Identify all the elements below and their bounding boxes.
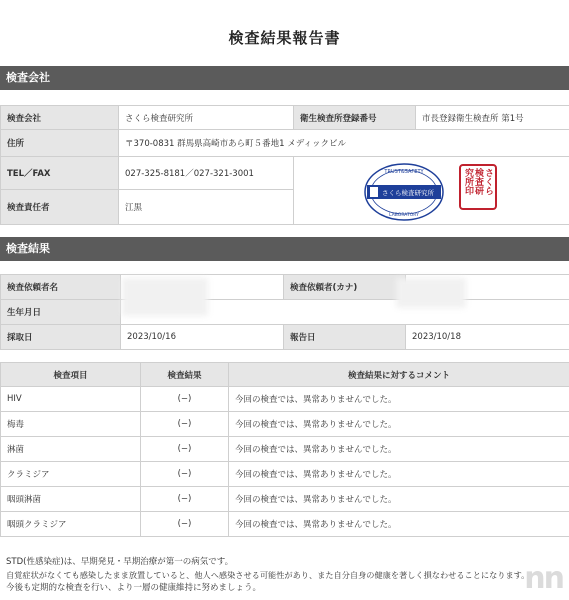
table-row <box>1 412 569 437</box>
stamp-col-1: さくら <box>483 168 493 195</box>
test-result: (−) <box>141 412 229 437</box>
red-stamp <box>459 164 497 210</box>
svg-text:LABORATORY: LABORATORY <box>389 213 419 218</box>
company-value: さくら検査研究所 <box>119 106 294 130</box>
reported-value: 2023/10/18 <box>406 325 569 350</box>
collected-value: 2023/10/16 <box>121 325 284 350</box>
name-label: 検査依頼者名 <box>1 275 121 300</box>
test-item: 咽頭淋菌 <box>1 487 141 512</box>
table-row <box>1 387 569 412</box>
stamp-col-2: 検査研 <box>473 168 483 195</box>
test-result: (−) <box>141 512 229 537</box>
svg-text:TRUST&SAFETY: TRUST&SAFETY <box>384 169 424 175</box>
results-table <box>0 362 569 537</box>
table-row <box>1 487 569 512</box>
test-comment: 今回の検査では、異常ありませんでした。 <box>229 487 569 512</box>
lab-seal-logo <box>363 162 445 222</box>
test-comment: 今回の検査では、異常ありませんでした。 <box>229 437 569 462</box>
test-comment: 今回の検査では、異常ありませんでした。 <box>229 462 569 487</box>
notes <box>6 556 566 595</box>
svg-text:さくら検査研究所: さくら検査研究所 <box>382 189 434 197</box>
reported-label: 報告日 <box>284 325 406 350</box>
telfax-value: 027-325-8181／027-321-3001 <box>119 157 294 190</box>
redacted-name <box>122 278 208 316</box>
report-title: 検査結果報告書 <box>228 29 341 47</box>
stamp-col-3: 究所印 <box>463 168 473 195</box>
header-item: 検査項目 <box>1 363 141 387</box>
note-line: STD(性感染症)は、早期発見・早期治療が第一の病気です。 <box>6 557 234 567</box>
test-item: HIV <box>1 387 141 412</box>
table-row <box>1 437 569 462</box>
test-result: (−) <box>141 437 229 462</box>
redacted-kana <box>396 278 466 308</box>
test-result: (−) <box>141 462 229 487</box>
test-item: 淋菌 <box>1 437 141 462</box>
telfax-label: TEL／FAX <box>1 157 119 190</box>
test-comment: 今回の検査では、異常ありませんでした。 <box>229 387 569 412</box>
company-label: 検査会社 <box>1 106 119 130</box>
test-item: クラミジア <box>1 462 141 487</box>
section-header-company: 検査会社 <box>0 66 569 90</box>
note-line: 自覚症状がなくても感染したまま放置していると、他人へ感染させる可能性があり、また自分自身の健康を著しく損なわせることになります。 <box>6 570 530 580</box>
kana-label: 検査依頼者(カナ) <box>284 275 406 300</box>
patient-table <box>0 274 569 350</box>
test-item: 咽頭クラミジア <box>1 512 141 537</box>
header-comment: 検査結果に対するコメント <box>229 363 569 387</box>
collected-label: 採取日 <box>1 325 121 350</box>
test-comment: 今回の検査では、異常ありませんでした。 <box>229 412 569 437</box>
section-header-results: 検査結果 <box>0 237 569 261</box>
note-line: 今後も定期的な検査を行い、より一層の健康維持に努めましょう。 <box>6 583 262 593</box>
test-comment: 今回の検査では、異常ありませんでした。 <box>229 512 569 537</box>
dob-label: 生年月日 <box>1 300 121 325</box>
registration-label: 衛生検査所登録番号 <box>294 106 416 130</box>
table-row <box>1 462 569 487</box>
manager-label: 検査責任者 <box>1 190 119 225</box>
watermark: nn <box>524 561 563 596</box>
test-result: (−) <box>141 487 229 512</box>
address-label: 住所 <box>1 130 119 157</box>
address-value: 〒370-0831 群馬県高崎市あら町５番地1 メディックビル <box>119 130 569 157</box>
stamps <box>357 158 569 228</box>
test-result: (−) <box>141 387 229 412</box>
manager-value: 江黒 <box>119 190 294 225</box>
registration-value: 市長登録衛生検査所 第1号 <box>416 106 569 130</box>
table-row <box>1 512 569 537</box>
header-result: 検査結果 <box>141 363 229 387</box>
test-item: 梅毒 <box>1 412 141 437</box>
